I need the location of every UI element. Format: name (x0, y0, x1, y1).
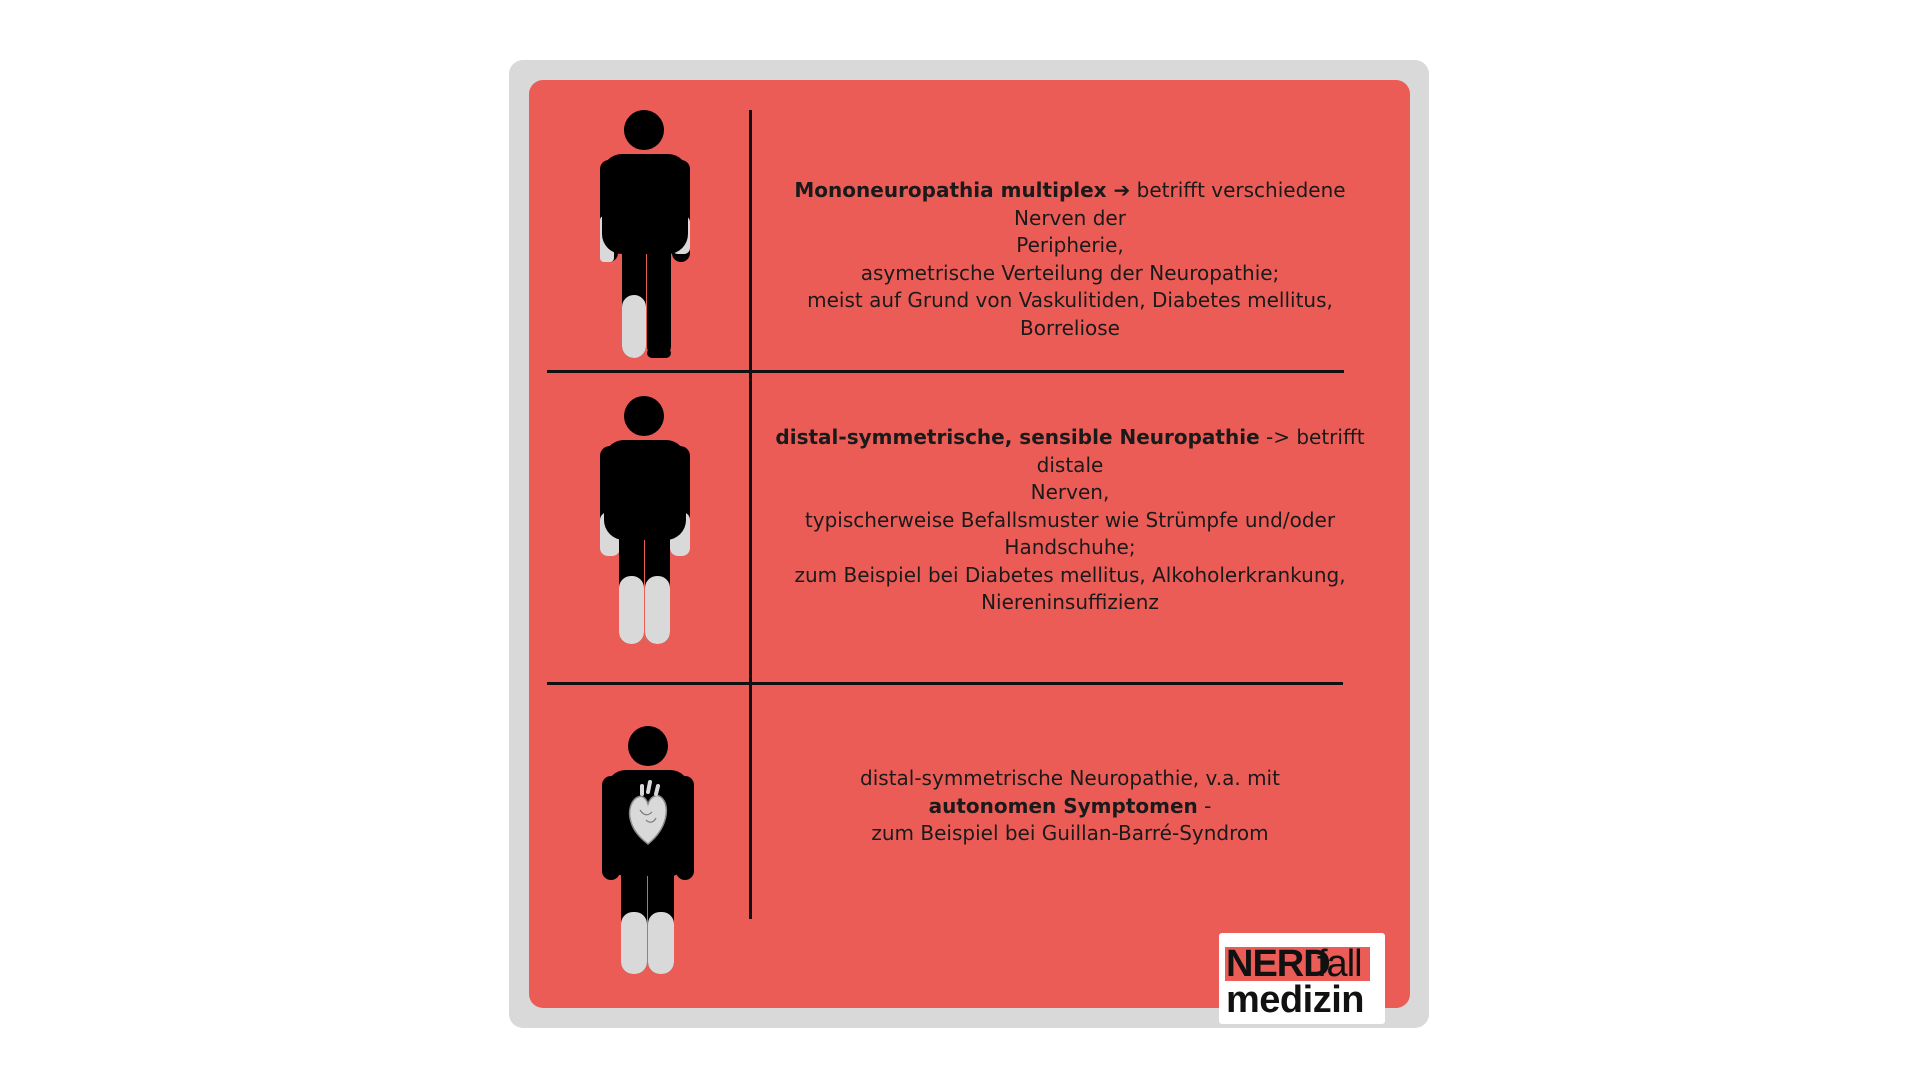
text-line: Peripherie, (1016, 233, 1124, 257)
text-line: autonomen Symptomen - (928, 793, 1212, 818)
text-line: distal-symmetrische, sensible Neuropathie -> betrifft distale (775, 425, 1365, 477)
logo-text-fall: fall (1317, 943, 1362, 985)
text-line: distal-symmetrische Neuropathie, v.a. mit (860, 766, 1280, 790)
row-2-description (760, 424, 1380, 617)
text-line: Nerven, (1030, 480, 1110, 504)
text-line: asymetrische Verteilung der Neuropathie; (860, 260, 1280, 285)
person-heart-icon (596, 724, 706, 974)
text-line: Handschuhe; (1004, 535, 1136, 559)
vertical-divider (749, 110, 752, 919)
text-line: zum Beispiel bei Guillan-Barré-Syndrom (871, 821, 1269, 845)
row-3-description (760, 765, 1380, 848)
nerdfall-medizin-logo (1219, 933, 1385, 1024)
text-line: zum Beispiel bei Diabetes mellitus, Alkoholerkrankung, (794, 562, 1346, 587)
text-line: Niereninsuffizienz (981, 590, 1159, 614)
text-line: meist auf Grund von Vaskulitiden, Diabetes mellitus, Borreliose (807, 288, 1333, 340)
text-line: typischerweise Befallsmuster wie Strümpfe und/oder (804, 507, 1336, 532)
text-line: Mononeuropathia multiplex ➔ betrifft verschiedene Nerven der (794, 178, 1346, 230)
row-1-description (760, 177, 1380, 342)
person-mononeuropathia-icon (594, 108, 704, 358)
logo-text-medizin: medizin (1226, 979, 1364, 1021)
horizontal-divider-1 (547, 370, 1344, 373)
horizontal-divider-2 (547, 682, 1343, 685)
person-gloves-stockings-icon (594, 394, 704, 644)
logo-text-nerd: NERD (1226, 943, 1330, 985)
